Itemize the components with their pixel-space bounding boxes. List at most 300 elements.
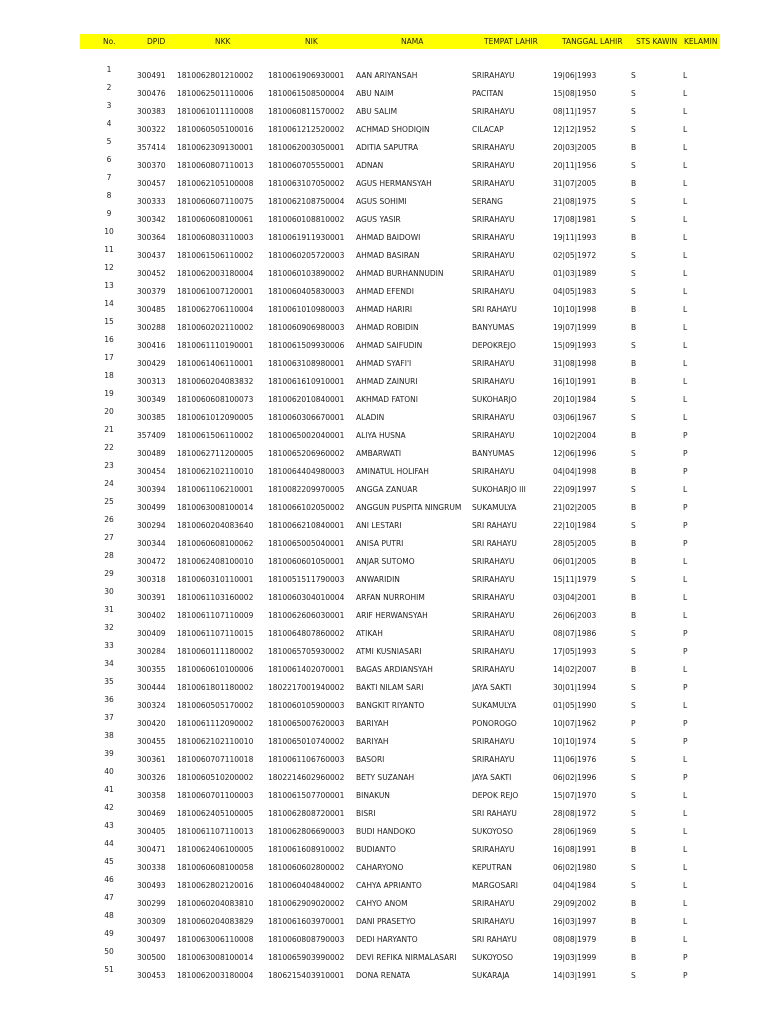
cell-nkk: 1810060202110002: [177, 323, 254, 332]
cell-tanggal-lahir: 20|11|1956: [553, 161, 597, 170]
cell-nik: 1806215403910001: [268, 971, 345, 980]
cell-kelamin: L: [683, 233, 688, 242]
cell-nama: ATIKAH: [356, 629, 383, 638]
cell-dpid: 300284: [137, 647, 166, 656]
cell-nama: BARIYAH: [356, 719, 389, 728]
cell-nik: 1810065002040001: [268, 431, 345, 440]
cell-tanggal-lahir: 21|02|2005: [553, 503, 597, 512]
cell-kelamin: L: [683, 323, 688, 332]
cell-tanggal-lahir: 06|02|1996: [553, 773, 597, 782]
table-row: [0, 65, 768, 83]
cell-no: 41: [104, 785, 114, 794]
cell-nkk: 1810062105100008: [177, 179, 254, 188]
cell-nkk: 1810062801210002: [177, 71, 254, 80]
cell-dpid: 300294: [137, 521, 166, 530]
cell-no: 4: [106, 119, 112, 128]
cell-nkk: 1810060803110003: [177, 233, 254, 242]
cell-nama: BAKTI NILAM SARI: [356, 683, 424, 692]
cell-dpid: 300499: [137, 503, 166, 512]
cell-nkk: 1810061012090005: [177, 413, 254, 422]
cell-kelamin: P: [683, 467, 688, 476]
cell-nik: 1810065206960002: [268, 449, 345, 458]
header-dpid: DPID: [147, 37, 166, 46]
cell-kelamin: P: [683, 719, 688, 728]
cell-sts-kawin: P: [631, 719, 636, 728]
cell-nik: 1810065903990002: [268, 953, 345, 962]
table-row: [0, 137, 768, 155]
cell-tanggal-lahir: 28|05|2005: [553, 539, 597, 548]
cell-nama: AHMAD SAIFUDIN: [356, 341, 423, 350]
cell-no: 12: [104, 263, 114, 272]
cell-dpid: 300489: [137, 449, 166, 458]
cell-sts-kawin: B: [631, 431, 637, 440]
cell-tempat-lahir: SRIRAHAYU: [472, 413, 515, 422]
table-row: [0, 947, 768, 965]
cell-nama: DONA RENATA: [356, 971, 411, 980]
cell-tanggal-lahir: 04|04|1998: [553, 467, 597, 476]
cell-nik: 1810060105900003: [268, 701, 345, 710]
cell-nik: 1810062806690003: [268, 827, 345, 836]
cell-sts-kawin: B: [631, 377, 637, 386]
cell-kelamin: L: [683, 341, 688, 350]
cell-kelamin: L: [683, 305, 688, 314]
cell-tempat-lahir: SRIRAHAYU: [472, 575, 515, 584]
cell-kelamin: P: [683, 539, 688, 548]
cell-tempat-lahir: SRIRAHAYU: [472, 899, 515, 908]
cell-dpid: 300385: [137, 413, 166, 422]
cell-dpid: 300500: [137, 953, 166, 962]
cell-no: 11: [104, 245, 114, 254]
cell-sts-kawin: S: [631, 575, 636, 584]
cell-nama: ADNAN: [356, 161, 384, 170]
cell-tempat-lahir: SRIRAHAYU: [472, 143, 515, 152]
cell-kelamin: L: [683, 611, 688, 620]
cell-no: 44: [104, 839, 114, 848]
cell-kelamin: L: [683, 107, 688, 116]
cell-tempat-lahir: SUKOYOSO: [472, 953, 513, 962]
cell-sts-kawin: B: [631, 305, 637, 314]
cell-nkk: 1810062309130001: [177, 143, 254, 152]
cell-dpid: 300324: [137, 701, 166, 710]
cell-tempat-lahir: SUKAMULYA: [472, 701, 517, 710]
table-row: [0, 587, 768, 605]
cell-nama: AHMAD ZAINURI: [356, 377, 418, 386]
cell-nama: ARIF HERWANSYAH: [356, 611, 428, 620]
cell-dpid: 300355: [137, 665, 166, 674]
cell-no: 29: [104, 569, 114, 578]
cell-tanggal-lahir: 14|02|2007: [553, 665, 597, 674]
cell-nik: 1810062003050001: [268, 143, 345, 152]
cell-nik: 1810060205720003: [268, 251, 345, 260]
cell-dpid: 300383: [137, 107, 166, 116]
cell-no: 37: [104, 713, 114, 722]
cell-dpid: 300420: [137, 719, 166, 728]
cell-no: 30: [104, 587, 114, 596]
cell-nkk: 1810060608100058: [177, 863, 254, 872]
cell-nkk: 1810062003180004: [177, 269, 254, 278]
cell-sts-kawin: S: [631, 215, 636, 224]
cell-tanggal-lahir: 20|03|2005: [553, 143, 597, 152]
cell-tempat-lahir: SRIRAHAYU: [472, 71, 515, 80]
cell-nik: 1810061508500004: [268, 89, 345, 98]
cell-dpid: 300326: [137, 773, 166, 782]
cell-nkk: 1810063006110008: [177, 935, 254, 944]
cell-nik: 1810065010740002: [268, 737, 345, 746]
cell-dpid: 300361: [137, 755, 166, 764]
cell-nama: BUDIANTO: [356, 845, 396, 854]
cell-kelamin: L: [683, 755, 688, 764]
cell-kelamin: L: [683, 359, 688, 368]
cell-sts-kawin: B: [631, 233, 637, 242]
table-row: [0, 875, 768, 893]
cell-sts-kawin: S: [631, 341, 636, 350]
cell-nik: 1810062010840001: [268, 395, 345, 404]
cell-nama: ANGGUN PUSPITA NINGRUM: [356, 503, 462, 512]
cell-kelamin: L: [683, 845, 688, 854]
cell-nkk: 1810062706110004: [177, 305, 254, 314]
cell-no: 43: [104, 821, 114, 830]
cell-no: 27: [104, 533, 114, 542]
cell-tanggal-lahir: 06|02|1980: [553, 863, 597, 872]
cell-nik: 1810060103890002: [268, 269, 345, 278]
cell-nkk: 1810060608100062: [177, 539, 254, 548]
cell-dpid: 300379: [137, 287, 166, 296]
cell-kelamin: P: [683, 629, 688, 638]
header-sts-kawin: STS KAWIN: [636, 37, 678, 46]
cell-sts-kawin: S: [631, 413, 636, 422]
cell-tempat-lahir: JAYA SAKTI: [472, 773, 512, 782]
table-row: [0, 425, 768, 443]
table-row: [0, 821, 768, 839]
table-row: [0, 389, 768, 407]
cell-nkk: 1810060505100016: [177, 125, 254, 134]
cell-dpid: 300288: [137, 323, 166, 332]
cell-tanggal-lahir: 10|07|1962: [553, 719, 597, 728]
cell-tempat-lahir: SRIRAHAYU: [472, 665, 515, 674]
cell-tempat-lahir: SRI RAHAYU: [472, 809, 517, 818]
cell-tempat-lahir: SRI RAHAYU: [472, 521, 517, 530]
cell-sts-kawin: S: [631, 773, 636, 782]
cell-tanggal-lahir: 10|10|1998: [553, 305, 597, 314]
table-row: [0, 623, 768, 641]
cell-kelamin: L: [683, 809, 688, 818]
cell-tanggal-lahir: 29|09|2002: [553, 899, 597, 908]
cell-sts-kawin: S: [631, 71, 636, 80]
cell-tanggal-lahir: 16|08|1991: [553, 845, 597, 854]
table-row: [0, 83, 768, 101]
cell-kelamin: L: [683, 143, 688, 152]
cell-tanggal-lahir: 10|10|1974: [553, 737, 597, 746]
cell-no: 15: [104, 317, 114, 326]
cell-sts-kawin: S: [631, 881, 636, 890]
cell-tanggal-lahir: 15|11|1979: [553, 575, 597, 584]
cell-tempat-lahir: SRIRAHAYU: [472, 233, 515, 242]
cell-tanggal-lahir: 22|09|1997: [553, 485, 597, 494]
cell-tempat-lahir: SUKOHARJO: [472, 395, 517, 404]
cell-nama: AKHMAD FATONI: [356, 395, 418, 404]
cell-nkk: 1810061112090002: [177, 719, 254, 728]
cell-kelamin: L: [683, 179, 688, 188]
cell-dpid: 300476: [137, 89, 166, 98]
cell-sts-kawin: B: [631, 503, 637, 512]
cell-tempat-lahir: SRIRAHAYU: [472, 215, 515, 224]
cell-kelamin: L: [683, 701, 688, 710]
cell-nama: ADITIA SAPUTRA: [356, 143, 419, 152]
cell-nik: 1810061509930006: [268, 341, 345, 350]
table-row: [0, 713, 768, 731]
cell-no: 26: [104, 515, 114, 524]
cell-nama: BISRI: [356, 809, 376, 818]
cell-no: 9: [106, 209, 112, 218]
cell-nama: AGUS YASIR: [356, 215, 401, 224]
table-row: [0, 335, 768, 353]
cell-nkk: 1810060310110001: [177, 575, 254, 584]
cell-dpid: 300454: [137, 467, 166, 476]
cell-nkk: 1810061011110008: [177, 107, 254, 116]
cell-nkk: 1810060707110018: [177, 755, 254, 764]
cell-tempat-lahir: SRIRAHAYU: [472, 593, 515, 602]
cell-tempat-lahir: SRIRAHAYU: [472, 251, 515, 260]
cell-nkk: 1810061103160002: [177, 593, 254, 602]
table-row: [0, 227, 768, 245]
cell-nik: 1810061906930001: [268, 71, 345, 80]
cell-sts-kawin: S: [631, 701, 636, 710]
cell-tempat-lahir: SRIRAHAYU: [472, 359, 515, 368]
cell-dpid: 300349: [137, 395, 166, 404]
table-row: [0, 353, 768, 371]
cell-sts-kawin: S: [631, 197, 636, 206]
cell-nkk: 1810062003180004: [177, 971, 254, 980]
cell-tanggal-lahir: 11|06|1976: [553, 755, 597, 764]
cell-nik: 1810060304010004: [268, 593, 345, 602]
cell-nama: DEDI HARYANTO: [356, 935, 418, 944]
table-row: [0, 119, 768, 137]
cell-tanggal-lahir: 12|06|1996: [553, 449, 597, 458]
cell-kelamin: L: [683, 413, 688, 422]
cell-kelamin: L: [683, 161, 688, 170]
cell-no: 35: [104, 677, 114, 686]
cell-sts-kawin: B: [631, 611, 637, 620]
cell-tempat-lahir: SRI RAHAYU: [472, 305, 517, 314]
cell-dpid: 357414: [137, 143, 166, 152]
cell-tanggal-lahir: 15|08|1950: [553, 89, 597, 98]
cell-nkk: 1810061107110015: [177, 629, 254, 638]
cell-nkk: 1810061106210001: [177, 485, 254, 494]
cell-kelamin: P: [683, 431, 688, 440]
cell-nkk: 1810061007120001: [177, 287, 254, 296]
cell-dpid: 300472: [137, 557, 166, 566]
cell-nik: 1802214602960002: [268, 773, 345, 782]
cell-sts-kawin: B: [631, 539, 637, 548]
cell-kelamin: P: [683, 773, 688, 782]
table-row: [0, 857, 768, 875]
cell-nkk: 1810061506110002: [177, 431, 254, 440]
cell-dpid: 300402: [137, 611, 166, 620]
table-row: [0, 407, 768, 425]
cell-nkk: 1810062802120016: [177, 881, 254, 890]
cell-nama: BETY SUZANAH: [356, 773, 415, 782]
cell-tanggal-lahir: 17|05|1993: [553, 647, 597, 656]
table-row: [0, 497, 768, 515]
table-row: [0, 299, 768, 317]
cell-dpid: 300457: [137, 179, 166, 188]
cell-no: 25: [104, 497, 114, 506]
table-row: [0, 911, 768, 929]
cell-tanggal-lahir: 20|10|1984: [553, 395, 597, 404]
table-row: [0, 695, 768, 713]
cell-kelamin: L: [683, 215, 688, 224]
cell-nik: 1810060405830003: [268, 287, 345, 296]
cell-kelamin: L: [683, 485, 688, 494]
cell-tanggal-lahir: 08|08|1979: [553, 935, 597, 944]
cell-tempat-lahir: SUKARAJA: [472, 971, 510, 980]
cell-tempat-lahir: SRIRAHAYU: [472, 377, 515, 386]
cell-nik: 1810060108810002: [268, 215, 345, 224]
cell-dpid: 300471: [137, 845, 166, 854]
cell-tanggal-lahir: 19|11|1993: [553, 233, 597, 242]
cell-nkk: 1810063008100014: [177, 953, 254, 962]
cell-kelamin: L: [683, 593, 688, 602]
cell-kelamin: P: [683, 647, 688, 656]
cell-tempat-lahir: SRIRAHAYU: [472, 611, 515, 620]
cell-no: 48: [104, 911, 114, 920]
table-row: [0, 155, 768, 173]
cell-tempat-lahir: BANYUMAS: [472, 449, 515, 458]
cell-kelamin: L: [683, 881, 688, 890]
cell-nama: BANGKIT RIYANTO: [356, 701, 425, 710]
table-row: [0, 767, 768, 785]
cell-nkk: 1810060607110075: [177, 197, 254, 206]
cell-nkk: 1810060111180002: [177, 647, 254, 656]
cell-kelamin: L: [683, 125, 688, 134]
table-row: [0, 569, 768, 587]
cell-sts-kawin: S: [631, 737, 636, 746]
cell-sts-kawin: B: [631, 143, 637, 152]
cell-sts-kawin: S: [631, 809, 636, 818]
cell-nama: AGUS SOHIMI: [356, 197, 407, 206]
cell-no: 38: [104, 731, 114, 740]
cell-kelamin: L: [683, 89, 688, 98]
cell-tempat-lahir: BANYUMAS: [472, 323, 515, 332]
cell-nik: 1810060808790003: [268, 935, 345, 944]
cell-dpid: 300497: [137, 935, 166, 944]
cell-dpid: 300405: [137, 827, 166, 836]
cell-sts-kawin: S: [631, 827, 636, 836]
table-row: [0, 731, 768, 749]
cell-sts-kawin: S: [631, 449, 636, 458]
cell-nkk: 1810060505170002: [177, 701, 254, 710]
table-row: [0, 173, 768, 191]
cell-nama: AHMAD BASIRAN: [356, 251, 420, 260]
cell-no: 34: [104, 659, 114, 668]
cell-kelamin: L: [683, 935, 688, 944]
cell-no: 42: [104, 803, 114, 812]
cell-tanggal-lahir: 04|04|1984: [553, 881, 597, 890]
cell-sts-kawin: B: [631, 593, 637, 602]
cell-nama: CAHYO ANOM: [356, 899, 408, 908]
cell-nik: 1810082209970005: [268, 485, 345, 494]
table-row: [0, 533, 768, 551]
cell-dpid: 300342: [137, 215, 166, 224]
cell-nama: ANWARIDIN: [356, 575, 400, 584]
table-row: [0, 785, 768, 803]
cell-nama: BASORI: [356, 755, 385, 764]
cell-dpid: 300493: [137, 881, 166, 890]
cell-nik: 1810060705550001: [268, 161, 345, 170]
cell-kelamin: P: [683, 971, 688, 980]
cell-kelamin: L: [683, 827, 688, 836]
cell-sts-kawin: S: [631, 89, 636, 98]
cell-kelamin: L: [683, 269, 688, 278]
cell-no: 36: [104, 695, 114, 704]
cell-tempat-lahir: SRIRAHAYU: [472, 467, 515, 476]
cell-no: 50: [104, 947, 114, 956]
cell-dpid: 300469: [137, 809, 166, 818]
cell-tempat-lahir: SRIRAHAYU: [472, 269, 515, 278]
table-row: [0, 101, 768, 119]
cell-sts-kawin: S: [631, 161, 636, 170]
cell-nik: 1810061106760003: [268, 755, 345, 764]
cell-sts-kawin: S: [631, 395, 636, 404]
table-row: [0, 317, 768, 335]
cell-dpid: 300452: [137, 269, 166, 278]
table-row: [0, 803, 768, 821]
cell-tanggal-lahir: 19|03|1999: [553, 953, 597, 962]
cell-tempat-lahir: SUKOHARJO III: [472, 485, 526, 494]
cell-nkk: 1810061406110001: [177, 359, 254, 368]
cell-sts-kawin: S: [631, 287, 636, 296]
cell-nkk: 1810060204083810: [177, 899, 254, 908]
table-row: [0, 839, 768, 857]
cell-nama: BARIYAH: [356, 737, 389, 746]
table-row: [0, 371, 768, 389]
cell-nama: AHMAD SYAFI'I: [356, 359, 412, 368]
cell-nama: ARFAN NURROHIM: [356, 593, 425, 602]
cell-sts-kawin: S: [631, 971, 636, 980]
cell-kelamin: L: [683, 917, 688, 926]
cell-sts-kawin: S: [631, 107, 636, 116]
cell-dpid: 300485: [137, 305, 166, 314]
cell-nkk: 1810062501110006: [177, 89, 254, 98]
cell-no: 8: [106, 191, 112, 200]
cell-nik: 1810060306670001: [268, 413, 345, 422]
cell-nik: 1810060601050001: [268, 557, 345, 566]
cell-tanggal-lahir: 10|02|2004: [553, 431, 597, 440]
cell-tanggal-lahir: 21|08|1975: [553, 197, 597, 206]
cell-nik: 1810061603970001: [268, 917, 345, 926]
cell-nama: BUDI HANDOKO: [356, 827, 416, 836]
cell-nik: 1810061212520002: [268, 125, 345, 134]
cell-dpid: 300299: [137, 899, 166, 908]
cell-sts-kawin: S: [631, 791, 636, 800]
cell-no: 14: [104, 299, 114, 308]
cell-tempat-lahir: SRIRAHAYU: [472, 179, 515, 188]
cell-nama: AHMAD HARIRI: [356, 305, 413, 314]
cell-tempat-lahir: JAYA SAKTI: [472, 683, 512, 692]
cell-tanggal-lahir: 01|05|1990: [553, 701, 597, 710]
table-row: [0, 749, 768, 767]
cell-sts-kawin: B: [631, 935, 637, 944]
cell-sts-kawin: B: [631, 953, 637, 962]
cell-sts-kawin: B: [631, 557, 637, 566]
cell-kelamin: L: [683, 791, 688, 800]
cell-nama: CAHYA APRIANTO: [356, 881, 422, 890]
cell-nama: ANGGA ZANUAR: [356, 485, 418, 494]
cell-nama: ABU NAIM: [356, 89, 394, 98]
cell-tanggal-lahir: 30|01|1994: [553, 683, 597, 692]
cell-nik: 1810061911930001: [268, 233, 345, 242]
cell-tanggal-lahir: 14|03|1991: [553, 971, 597, 980]
